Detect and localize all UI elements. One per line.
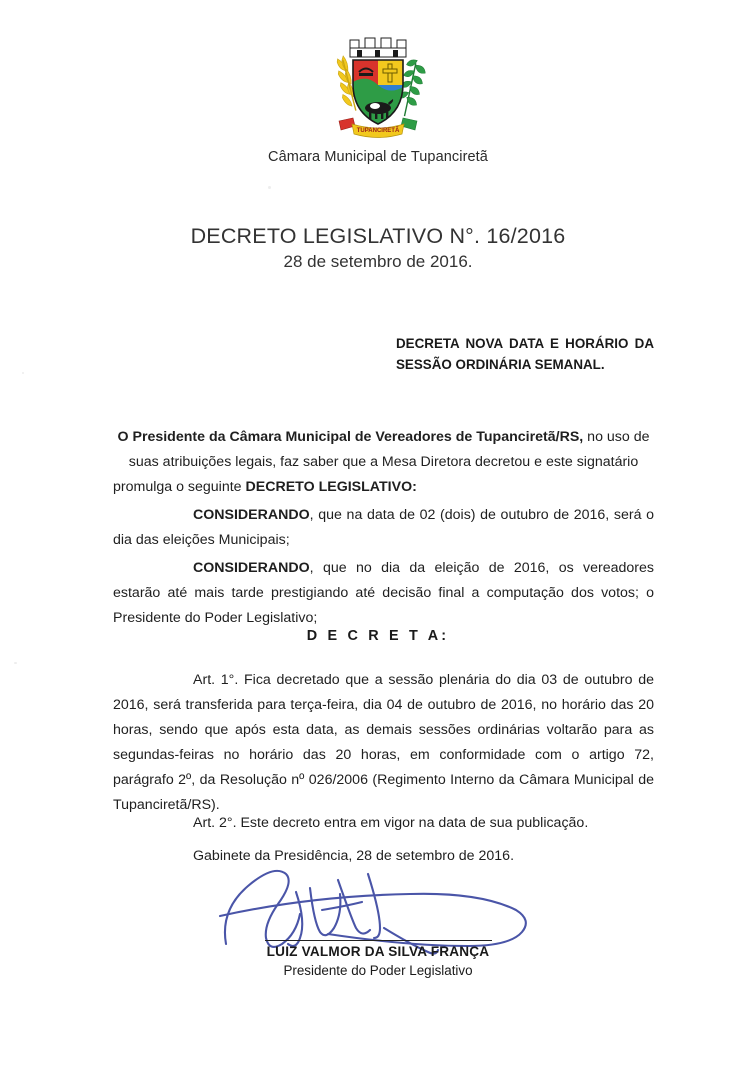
page-title: DECRETO LEGISLATIVO N°. 16/2016: [190, 224, 566, 248]
closing-place-date: Gabinete da Presidência, 28 de setembro de 2016.: [193, 848, 515, 864]
considerando-text: , que na data de 02 (dois) de outubro de 2016, será o dia das eleições Municipais;: [113, 507, 654, 548]
ribbon-text: TUPANCIRETÃ: [356, 128, 400, 134]
signatory-name: LUIZ VALMOR DA SILVA FRANÇA: [266, 944, 490, 959]
preamble-strong-end: DECRETO LEGISLATIVO:: [245, 479, 417, 495]
considerando-paragraph-1: [113, 503, 654, 553]
scan-speck: [14, 662, 17, 664]
signatory-role: Presidente do Poder Legislativo: [283, 963, 473, 978]
considerando-label: CONSIDERANDO: [193, 560, 310, 576]
organization-name: Câmara Municipal de Tupanciretã: [268, 149, 488, 165]
preamble-lead: O Presidente da Câmara Municipal de Vereadores de Tupanciretã/RS,: [117, 429, 584, 445]
scan-speck: [22, 372, 24, 374]
signature-line: [265, 940, 492, 941]
document-date: 28 de setembro de 2016.: [283, 252, 473, 271]
document-header: [0, 32, 756, 165]
scan-speck: [268, 186, 271, 189]
mural-crown: [350, 38, 406, 57]
coat-of-arms-icon: [319, 32, 437, 142]
considerando-text: , que no dia da eleição de 2016, os vereadores estarão até mais tarde prestigiando até decisão final a computação dos votos; o Presidente do Poder Legislativo;: [113, 560, 654, 626]
preamble-paragraph: [113, 425, 654, 500]
article-2-paragraph: Art. 2°. Este decreto entra em vigor na data de sua publicação.: [193, 815, 589, 831]
decreta-heading: D E C R E T A:: [306, 628, 450, 644]
preamble-middle: no uso de suas atribuições legais, faz saber que a Mesa Diretora decretou e este signatário promulga o seguinte: [113, 429, 650, 495]
subject-block: DECRETA NOVA DATA E HORÁRIO DA SESSÃO ORDINÁRIA SEMANAL.: [396, 336, 654, 372]
considerando-paragraph-2: [113, 556, 654, 631]
shield: [353, 60, 403, 128]
article-1-paragraph: Art. 1°. Fica decretado que a sessão plenária do dia 03 de outubro de 2016, será transferida para terça-feira, dia 04 de outubro de 2016, no horário das 20 horas, sendo que após esta data, as demais sessões ordinárias voltarão para as segundas-feiras no horário das 20 horas, em conformidade com o artigo 72, parágrafo 2º, da Resolução nº 026/2006 (Regimento Interno da Câmara Municipal de Tupanciretã/RS).: [113, 672, 654, 813]
considerando-label: CONSIDERANDO: [193, 507, 310, 523]
